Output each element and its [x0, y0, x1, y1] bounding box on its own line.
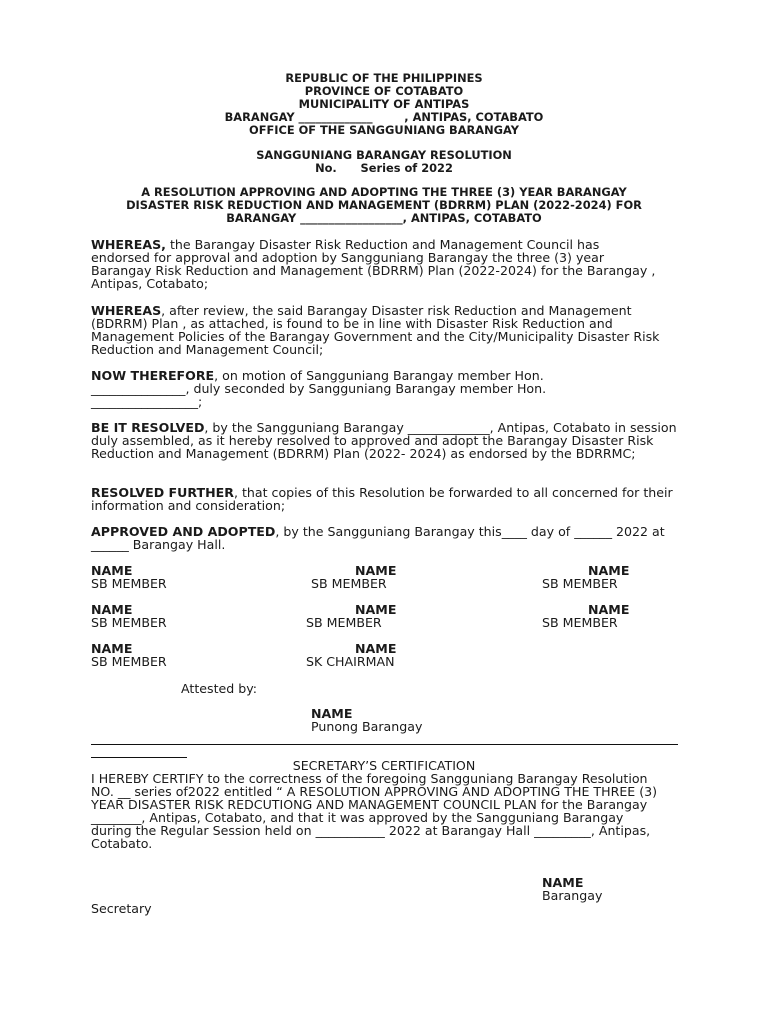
whereas-2-lead: WHEREAS	[91, 303, 162, 318]
resolution-title-line2: DISASTER RISK REDUCTION AND MANAGEMENT (BDRRM) PLAN (2022-2024) FOR	[126, 198, 642, 212]
punong-barangay-name: NAME	[311, 706, 353, 721]
signatory-name: NAME	[355, 602, 397, 617]
resolved-further-lead: RESOLVED FURTHER	[91, 485, 234, 500]
header-barangay: BARANGAY _____________ , ANTIPAS, COTABATO	[224, 110, 544, 124]
whereas-paragraph-1	[91, 238, 661, 290]
certification-heading: SECRETARY’S CERTIFICATION	[292, 758, 476, 773]
resolution-heading: SANGGUNIANG BARANGAY RESOLUTION	[256, 148, 512, 162]
resolved-further-paragraph	[91, 486, 691, 512]
header-province: PROVINCE OF COTABATO	[304, 84, 464, 98]
signatory-name: NAME	[355, 641, 397, 656]
approved-adopted-paragraph	[91, 525, 681, 551]
signatory-name: NAME	[91, 641, 133, 656]
attested-by-label: Attested by:	[181, 681, 258, 696]
secretary-barangay: Barangay	[542, 888, 603, 903]
section-divider	[91, 744, 678, 745]
signatory-name: NAME	[91, 602, 133, 617]
whereas-1-lead: WHEREAS,	[91, 237, 166, 252]
whereas-paragraph-2	[91, 304, 666, 356]
signatory-position: SB MEMBER	[306, 615, 382, 630]
signatory-position: SB MEMBER	[542, 576, 618, 591]
header-republic: REPUBLIC OF THE PHILIPPINES	[285, 71, 483, 85]
header-municipality: MUNICIPALITY OF ANTIPAS	[298, 97, 470, 111]
resolution-number: No. Series of 2022	[315, 161, 453, 175]
signatory-position-sk: SK CHAIRMAN	[306, 654, 395, 669]
signatory-position: SB MEMBER	[91, 654, 167, 669]
be-it-resolved-text: , by the Sangguniang Barangay _____________, Antipas, Cotabato in session duly assembled, as it hereby resolved to approved and adopt the Barangay Disaster Risk Reduction and Management (BDRRM) Plan (2022- 2024) as endorsed by the BDRRMC;	[91, 420, 677, 461]
signatory-name: NAME	[588, 563, 630, 578]
signatory-name: NAME	[588, 602, 630, 617]
signatory-position: SB MEMBER	[91, 576, 167, 591]
now-therefore-lead: NOW THEREFORE	[91, 368, 215, 383]
now-therefore-paragraph	[91, 369, 601, 408]
resolution-title-line3: BARANGAY __________________, ANTIPAS, COTABATO	[226, 211, 542, 225]
whereas-2-text: , after review, the said Barangay Disaster risk Reduction and Management (BDRRM) Plan , as attached, is found to be in line with Disaster Risk Reduction and Management Policies of the Barangay Government and the City/Municipality Disaster Risk Reduction and Management Council;	[91, 303, 660, 357]
whereas-1-text: the Barangay Disaster Risk Reduction and Management Council has endorsed for approval and adoption by Sangguniang Barangay the three (3) year Barangay Risk Reduction and Management (BDRRM) Plan (2022-2024) for the Barangay , Antipas, Cotabato;	[91, 237, 656, 291]
secretary-title: Secretary	[91, 901, 152, 916]
signatory-position: SB MEMBER	[542, 615, 618, 630]
punong-barangay-title: Punong Barangay	[311, 719, 423, 734]
signatory-position: SB MEMBER	[91, 615, 167, 630]
be-it-resolved-paragraph	[91, 421, 681, 460]
approved-adopted-text: , by the Sangguniang Barangay this____ day of ______ 2022 at ______ Barangay Hall.	[91, 524, 665, 552]
secretary-name: NAME	[542, 875, 584, 890]
header-office: OFFICE OF THE SANGGUNIANG BARANGAY	[249, 123, 519, 137]
signatory-name: NAME	[355, 563, 397, 578]
be-it-resolved-lead: BE IT RESOLVED	[91, 420, 205, 435]
signatory-name: NAME	[91, 563, 133, 578]
resolved-further-text: , that copies of this Resolution be forwarded to all concerned for their information and consideration;	[91, 485, 673, 513]
section-divider-short	[91, 757, 187, 758]
approved-adopted-lead: APPROVED AND ADOPTED	[91, 524, 276, 539]
certification-body: I HEREBY CERTIFY to the correctness of the foregoing Sangguniang Barangay Resolution NO. __ series of2022 entitled “ A RESOLUTION APPROVING AND ADOPTING THE THREE (3) YEAR DISASTER RISK REDCUTIONG AND MANAGEMENT COUNCIL PLAN for the Barangay ________, Antipas, Cotabato, and that it was approved by the Sangguniang Barangay during the Regular Session held on ___________ 2022 at Barangay Hall _________, Antipas, Cotabato.	[91, 771, 658, 851]
signatory-position: SB MEMBER	[311, 576, 387, 591]
resolution-title-line1: A RESOLUTION APPROVING AND ADOPTING THE THREE (3) YEAR BARANGAY	[141, 185, 627, 199]
now-therefore-text: , on motion of Sangguniang Barangay member Hon. _______________, duly seconded by Sangguniang Barangay member Hon. _________________;	[91, 368, 547, 409]
